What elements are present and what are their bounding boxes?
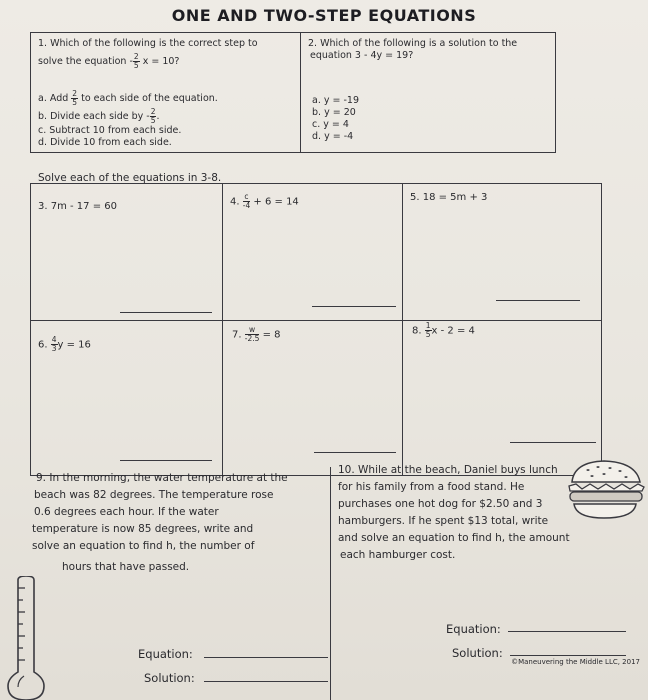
q10-equation-blank[interactable] [508, 631, 626, 632]
q1-option-b-post: . [156, 111, 160, 122]
word-problem-divider [330, 467, 331, 700]
q1-option-b [38, 108, 160, 125]
q1-opt-b-den: 5 [150, 116, 156, 125]
q1-frac-den: 5 [133, 61, 139, 70]
q10-line-3: purchases one hot dog for $2.50 and 3 [338, 498, 543, 510]
answer-blank-5[interactable] [496, 300, 580, 301]
problem-4-rest: + 6 = 14 [253, 196, 299, 208]
q1-option-a-post: to each side of the equation. [81, 93, 218, 104]
hamburger-icon [564, 458, 646, 522]
problem-6-number: 6. [38, 339, 48, 351]
problem-8-number: 8. [412, 325, 422, 337]
q9-line-6: hours that have passed. [62, 561, 190, 573]
q10-line-1: 10. While at the beach, Daniel buys lunch [338, 464, 558, 476]
problem-4-fraction [243, 193, 250, 210]
q9-line-4: temperature is now 85 degrees, write and [32, 523, 254, 535]
problem-4 [230, 193, 299, 210]
problem-7-rest: = 8 [262, 329, 281, 341]
p7-frac-num: w [245, 326, 260, 335]
problem-4-number: 4. [230, 196, 240, 208]
q1-option-d: d. Divide 10 from each side. [38, 137, 172, 148]
page-title: ONE AND TWO-STEP EQUATIONS [171, 6, 477, 25]
p6-frac-num: 4 [51, 335, 57, 344]
q1-option-a-pre: a. Add [38, 93, 69, 104]
p4-frac-den: -4 [242, 201, 251, 210]
answer-blank-4[interactable] [312, 306, 396, 307]
q10-solution-label: Solution: [452, 646, 503, 660]
problem-8 [412, 322, 475, 339]
problems-grid [30, 183, 602, 476]
q10-line-2: for his family from a food stand. He [338, 481, 525, 493]
q9-solution-label: Solution: [144, 671, 195, 685]
problem-3: 3. 7m - 17 = 60 [38, 201, 117, 212]
q1-prompt-line2 [38, 53, 179, 70]
q1-prompt-text: solve the equation [38, 56, 127, 67]
q1-prompt-end: x = 10? [142, 56, 180, 67]
q10-solution-blank[interactable] [510, 655, 626, 656]
problem-7-number: 7. [232, 329, 242, 341]
q1-prompt-line1: 1. Which of the following is the correct step to [38, 38, 258, 49]
p8-frac-den: 5 [425, 330, 431, 339]
grid-col-divider-2 [402, 183, 403, 476]
p8-frac-num: 1 [425, 321, 431, 330]
answer-blank-6[interactable] [120, 460, 212, 461]
p7-frac-den: -2.5 [244, 334, 260, 343]
q9-line-2: beach was 82 degrees. The temperature rose [34, 489, 274, 501]
q9-equation-label: Equation: [138, 647, 193, 661]
q1-prompt-fraction [133, 53, 140, 70]
p4-frac-num: c [244, 192, 249, 201]
q9-line-1: 9. In the morning, the water temperature at the [36, 472, 288, 484]
copyright-credit: ©Maneuvering the Middle LLC, 2017 [511, 658, 640, 666]
problem-6 [38, 336, 91, 353]
problem-7 [232, 326, 280, 343]
q2-option-a: a. y = -19 [312, 95, 359, 106]
answer-blank-8[interactable] [510, 442, 596, 443]
problem-5: 5. 18 = 5m + 3 [410, 192, 488, 203]
q1-option-a [38, 90, 218, 107]
problem-6-rest: y = 16 [57, 339, 91, 351]
thermometer-icon [4, 576, 48, 700]
q10-equation-label: Equation: [446, 622, 501, 636]
q10-line-5: and solve an equation to find h, the amount [338, 532, 570, 544]
q1-option-c: c. Subtract 10 from each side. [38, 125, 182, 136]
q10-line-4: hamburgers. If he spent $13 total, write [338, 515, 549, 527]
instructions: Solve each of the equations in 3-8. [38, 172, 222, 184]
q2-prompt-line2: equation 3 - 4y = 19? [310, 50, 414, 61]
answer-blank-7[interactable] [314, 452, 396, 453]
q2-prompt-line1: 2. Which of the following is a solution to the [308, 38, 518, 49]
q9-equation-blank[interactable] [204, 657, 328, 658]
problem-8-fraction [425, 322, 432, 339]
q1-opt-a-den: 5 [72, 98, 78, 107]
q1-opt-b-num: 2 [150, 107, 156, 116]
q9-line-5: solve an equation to find h, the number of [32, 540, 255, 552]
q9-line-3: 0.6 degrees each hour. If the water [34, 506, 219, 518]
q2-option-d: d. y = -4 [312, 131, 354, 142]
q2-option-b: b. y = 20 [312, 107, 356, 118]
q1-frac-num: 2 [133, 52, 139, 61]
problem-6-fraction [51, 336, 58, 353]
mc-divider [300, 32, 301, 153]
q1-opt-a-num: 2 [72, 89, 78, 98]
q9-solution-blank[interactable] [204, 681, 328, 682]
q1-prompt-neg: - [129, 56, 133, 67]
q1-option-b-pre: b. Divide each side by - [38, 111, 150, 122]
grid-row-divider [30, 320, 602, 321]
grid-col-divider-1 [222, 183, 223, 476]
p6-frac-den: 3 [51, 344, 57, 353]
problem-7-fraction [245, 326, 260, 343]
q10-line-6: each hamburger cost. [340, 549, 456, 561]
q2-option-c: c. y = 4 [312, 119, 349, 130]
answer-blank-3[interactable] [120, 312, 212, 313]
q1-option-a-fraction [71, 90, 78, 107]
problem-8-rest: x - 2 = 4 [431, 325, 475, 337]
